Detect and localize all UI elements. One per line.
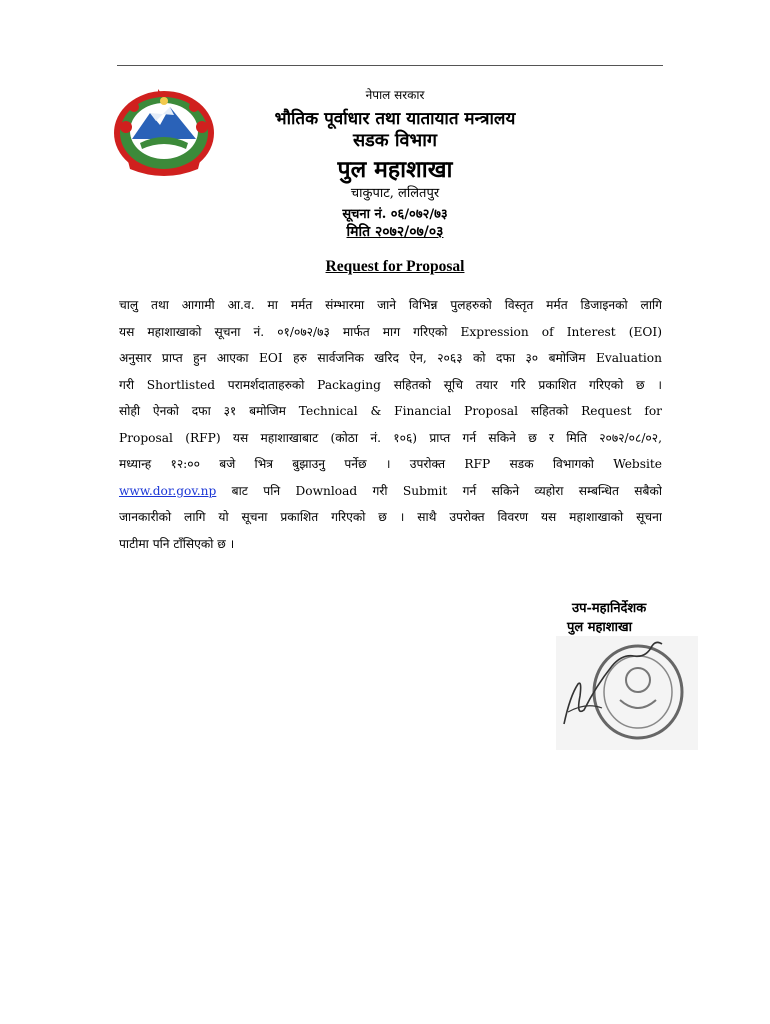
body-line: Proposal (RFP) यस महाशाखाबाट (कोठा नं. १०६) प्राप्त गर्न सकिने छ र मिति २०७२/०८/०२, xyxy=(119,430,662,445)
body-line: मध्यान्ह १२:०० बजे भित्र बुझाउनु पर्नेछ । उपरोक्त RFP सडक विभागको Website xyxy=(119,457,662,471)
notice-number: सूचना नं. ०६/०७२/७३ xyxy=(342,207,448,222)
body-line: यस महाशाखाको सूचना नं. ०१/०७२/७३ मार्फत माग गरिएको Expression of Interest (EOI) xyxy=(119,324,662,339)
signatory-title: उप-महानिर्देशक xyxy=(572,601,647,616)
body-line-with-link xyxy=(119,478,662,505)
body-line: सोही ऐनको दफा ३१ बमोजिम Technical & Financial Proposal सहितको Request for xyxy=(119,404,662,418)
notice-body xyxy=(119,292,662,557)
signatory-unit: पुल महाशाखा xyxy=(567,620,632,635)
body-line: गरी Shortlisted परामर्शदाताहरुको Packaging सहितको सूचि तयार गरि प्रकाशित गरिएको छ । xyxy=(119,377,662,392)
document-title: Request for Proposal xyxy=(325,258,465,275)
office-location: चाकुपाट, ललितपुर xyxy=(350,186,440,201)
government-name: नेपाल सरकार xyxy=(365,88,425,102)
body-line-rest: बाट पनि Download गरी Submit गर्न सकिने व्यहोरा सम्बन्धित सबैको xyxy=(216,483,662,498)
top-rule xyxy=(117,65,663,66)
body-line: जानकारीको लागि यो सूचना प्रकाशित गरिएको छ । साथै उपरोक्त विवरण यस महाशाखाको सूचना xyxy=(119,510,662,524)
division-name: पुल महाशाखा xyxy=(337,156,453,183)
notice-date: मिति २०७२/०७/०३ xyxy=(346,224,444,240)
ministry-name: भौतिक पूर्वाधार तथा यातायात मन्त्रालय xyxy=(274,109,516,129)
website-link[interactable]: www.dor.gov.np xyxy=(119,483,217,498)
department-name: सडक विभाग xyxy=(352,130,437,151)
body-line: अनुसार प्राप्त हुन आएका EOI हरु सार्वजनिक खरिद ऐन, २०६३ को दफा ३० बमोजिम Evaluation xyxy=(119,351,662,365)
signature-stamp-icon xyxy=(556,636,698,750)
body-line: चालु तथा आगामी आ.व. मा मर्मत संम्भारमा जाने विभिन्न पुलहरुको विस्तृत मर्मत डिजाइनको लागि xyxy=(119,298,662,312)
body-line: पाटीमा पनि टाँसिएको छ । xyxy=(119,536,235,551)
